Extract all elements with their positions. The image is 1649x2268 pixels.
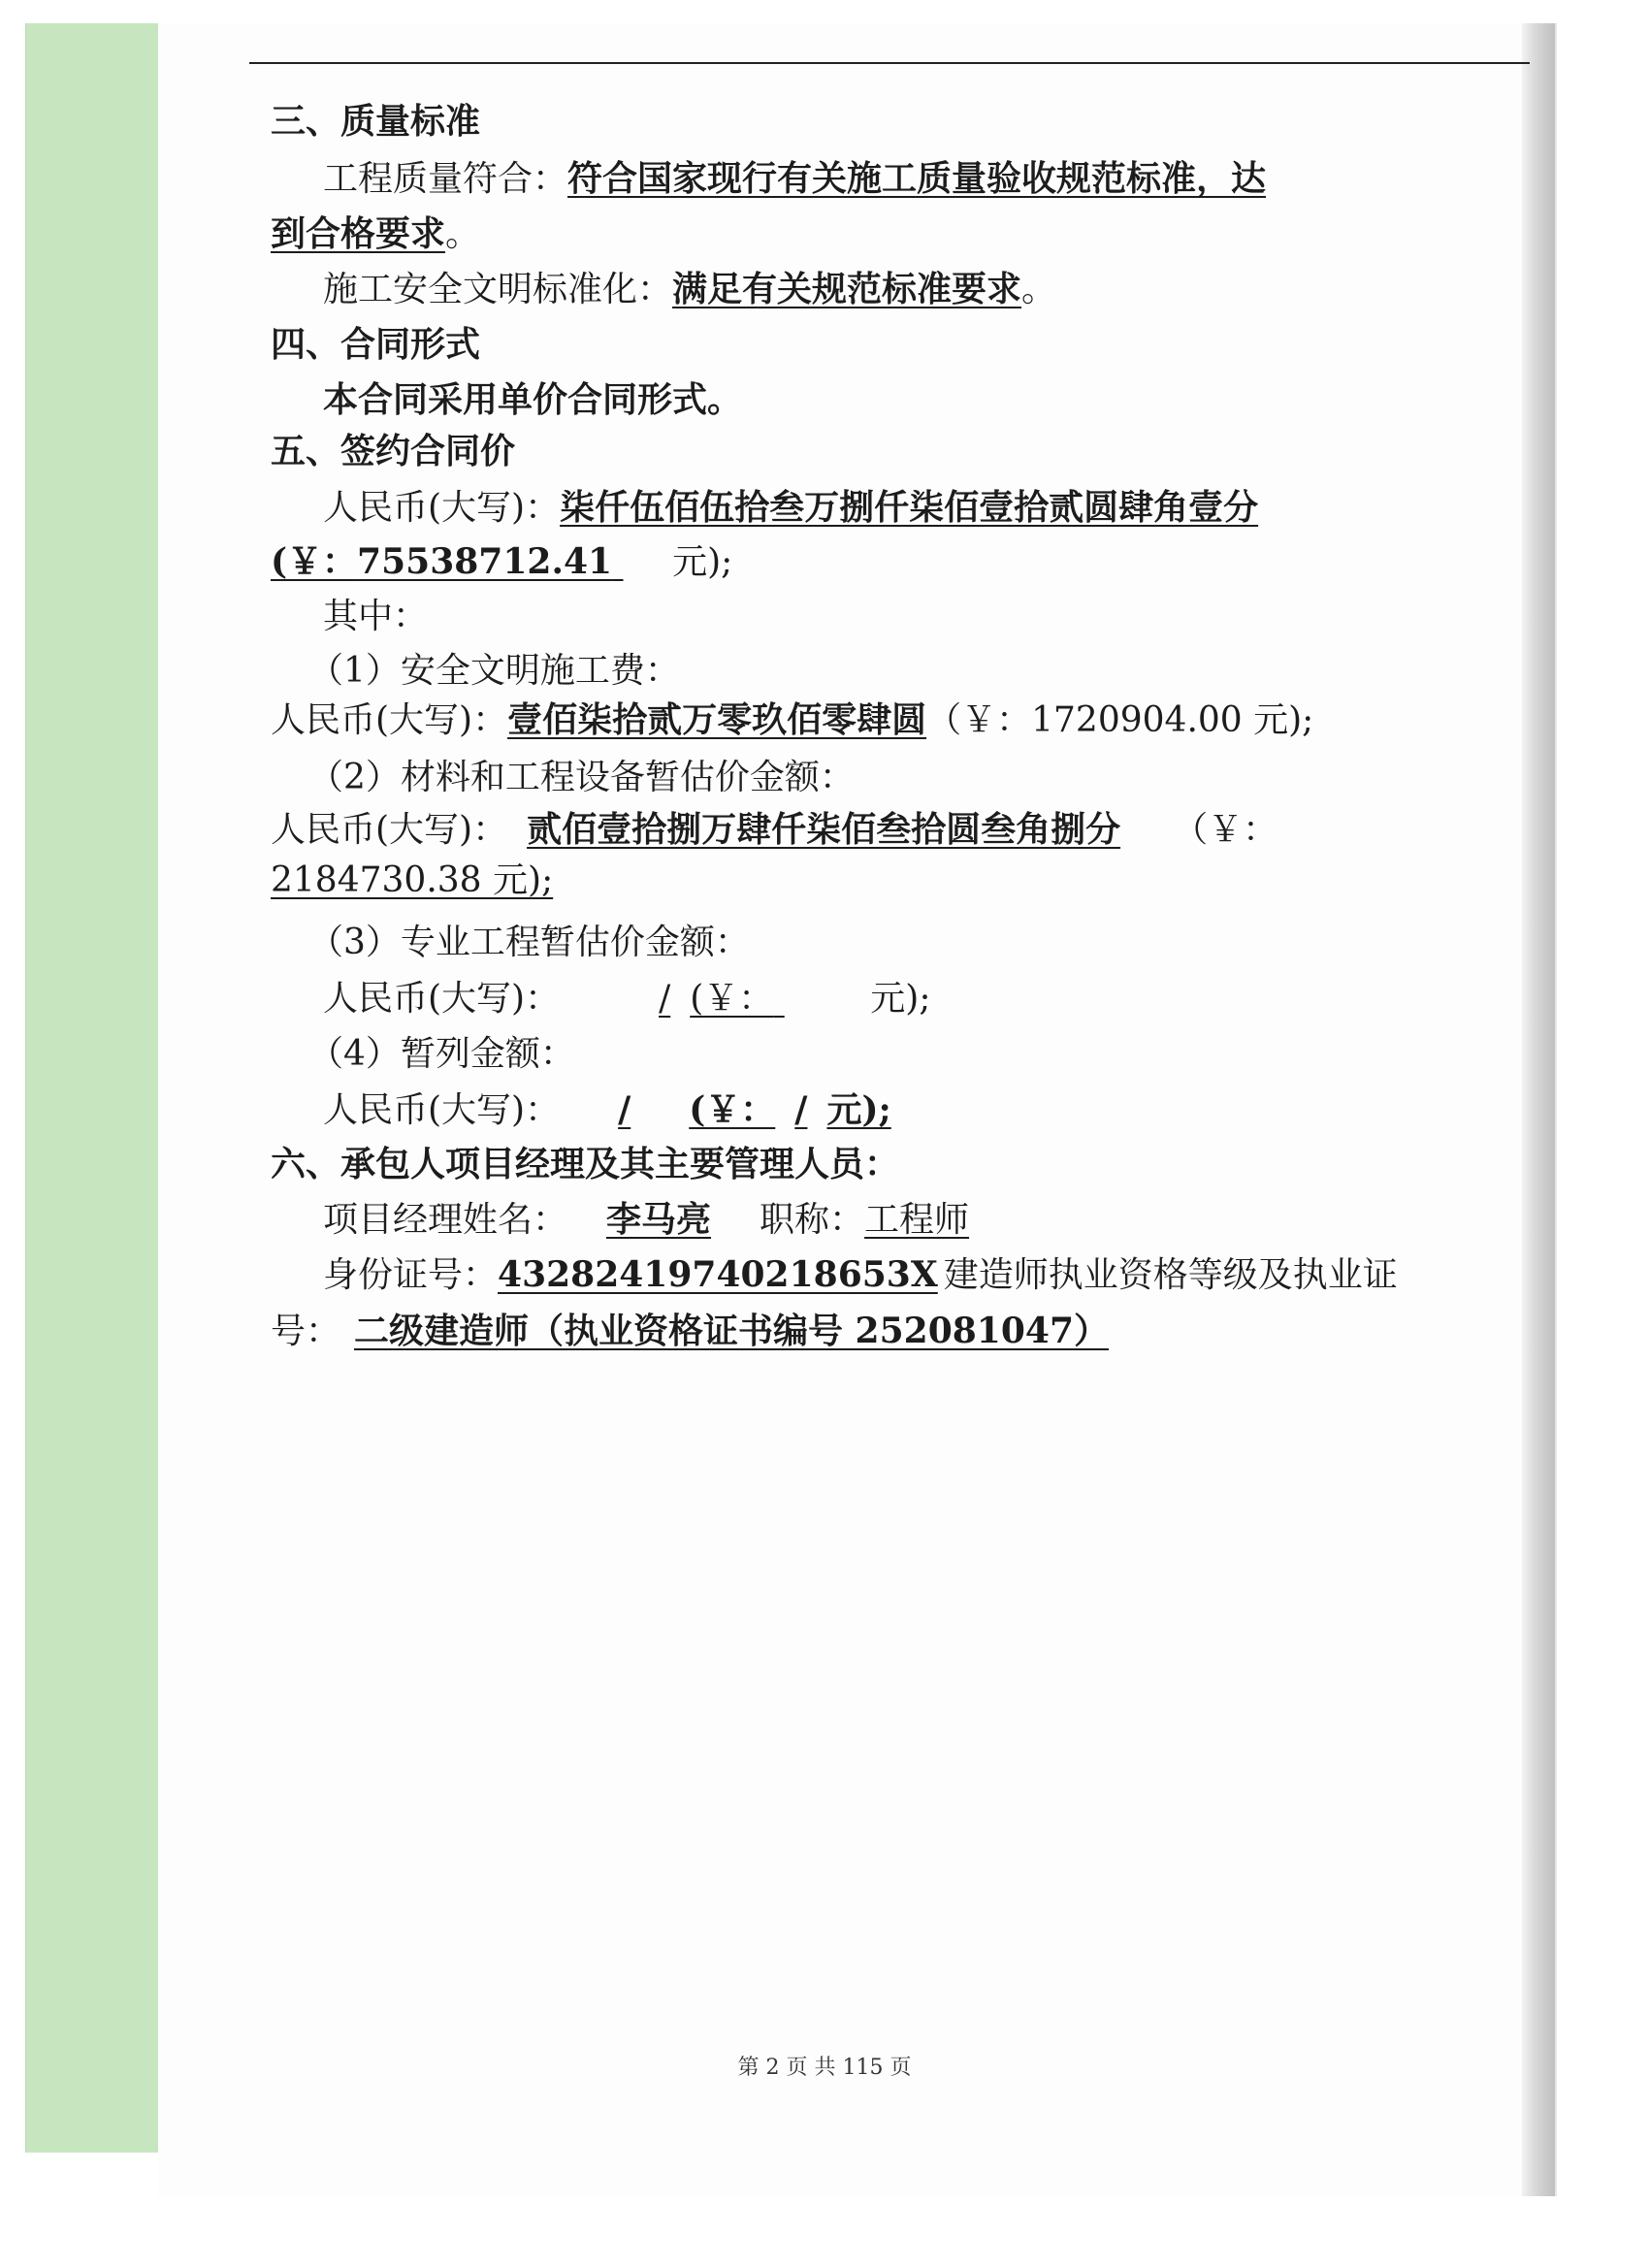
title-value: 工程师	[864, 1200, 970, 1240]
quality-value-part2: 到合格要求	[271, 213, 446, 254]
item3-label: （3）专业工程暂估价金额：	[308, 923, 750, 962]
header-rule	[249, 62, 1530, 64]
contract-price-amount-prefix: (￥：	[271, 541, 358, 582]
safety-label: 施工安全文明标准化：	[323, 270, 673, 309]
quality-line	[323, 157, 1266, 201]
item2-amount: 2184730.38 元);	[271, 860, 554, 900]
among-label: 其中：	[323, 597, 429, 636]
section-heading-quality: 三、质量标准	[271, 101, 481, 142]
item4-line	[323, 1088, 911, 1132]
item3-unit: 元);	[870, 979, 931, 1019]
contract-price-amount: 75538712.41	[357, 541, 613, 582]
item3-amount: (￥：	[690, 979, 774, 1019]
item1-line	[271, 698, 1313, 742]
item1-words: 壹佰柒拾贰万零玖佰零肆圆	[507, 699, 927, 740]
cert-label-part1: 建造师执业资格等级及执业证	[943, 1255, 1398, 1295]
item3-line	[323, 978, 930, 1021]
item1-amount: （￥：1720904.00 元);	[926, 700, 1314, 740]
section-heading-contract-price: 五、签约合同价	[271, 431, 516, 471]
id-value: 43282419740218653X	[498, 1254, 938, 1295]
item4-amount: (￥：	[689, 1089, 776, 1130]
manager-name: 李马亮	[606, 1199, 712, 1240]
cert-label-part2: 号：	[271, 1312, 341, 1351]
contract-form-text: 本合同采用单价合同形式。	[323, 379, 743, 420]
rmb-label: 人民币(大写)：	[323, 979, 561, 1019]
section-heading-contract-form: 四、合同形式	[271, 324, 481, 365]
item3-gap	[560, 978, 620, 1021]
rmb-label: 人民币(大写)：	[271, 810, 508, 850]
quality-period: 。	[445, 214, 481, 254]
item3-words: /	[659, 979, 671, 1019]
manager-line	[323, 1198, 969, 1242]
page-number: 第 2 页 共 115 页	[737, 2056, 912, 2080]
item4-words: /	[618, 1089, 631, 1130]
item2-line	[271, 808, 1277, 852]
item1-label: （1）安全文明施工费：	[308, 651, 680, 691]
rmb-label: 人民币(大写)：	[323, 1090, 561, 1130]
rmb-label: 人民币(大写)：	[271, 700, 508, 740]
item2-amount-prefix: （￥：	[1173, 810, 1278, 850]
item4-unit: 元);	[826, 1089, 891, 1130]
item4-label: （4）暂列金额：	[308, 1034, 575, 1074]
contract-price-suffix: 元);	[672, 542, 733, 582]
item2-amount-line	[271, 859, 553, 902]
id-label: 身份证号：	[323, 1255, 499, 1295]
safety-value: 满足有关规范标准要求	[672, 269, 1022, 309]
cert-line	[271, 1310, 1109, 1353]
quality-value-part1: 符合国家现行有关施工质量验收规范标准，达	[567, 158, 1267, 199]
item3-blank	[773, 978, 870, 1021]
id-line	[323, 1253, 1398, 1297]
item4-slash: /	[794, 1089, 808, 1130]
page-edge-shadow	[1522, 23, 1555, 2196]
safety-line	[323, 268, 1056, 311]
rmb-label: 人民币(大写)：	[323, 488, 561, 528]
item2-label: （2）材料和工程设备暂估价金额：	[308, 758, 855, 797]
green-backing-sheet	[25, 23, 172, 2153]
safety-period: 。	[1021, 270, 1057, 309]
contract-price-words: 柒仟伍佰伍拾叁万捌仟柒佰壹拾贰圆肆角壹分	[560, 487, 1259, 528]
quality-line-2	[271, 212, 480, 256]
section-heading-project-manager: 六、承包人项目经理及其主要管理人员：	[271, 1144, 900, 1184]
title-label: 职称：	[760, 1200, 865, 1240]
contract-price-blank	[612, 541, 672, 584]
manager-label: 项目经理姓名：	[323, 1200, 568, 1240]
quality-label: 工程质量符合：	[323, 159, 568, 199]
cert-value: 二级建造师（执业资格证书编号 252081047）	[354, 1311, 1109, 1351]
contract-price-words-line	[323, 486, 1258, 530]
item2-words: 贰佰壹拾捌万肆仟柒佰叁拾圆叁角捌分	[527, 809, 1121, 850]
contract-price-amount-line	[271, 540, 732, 584]
